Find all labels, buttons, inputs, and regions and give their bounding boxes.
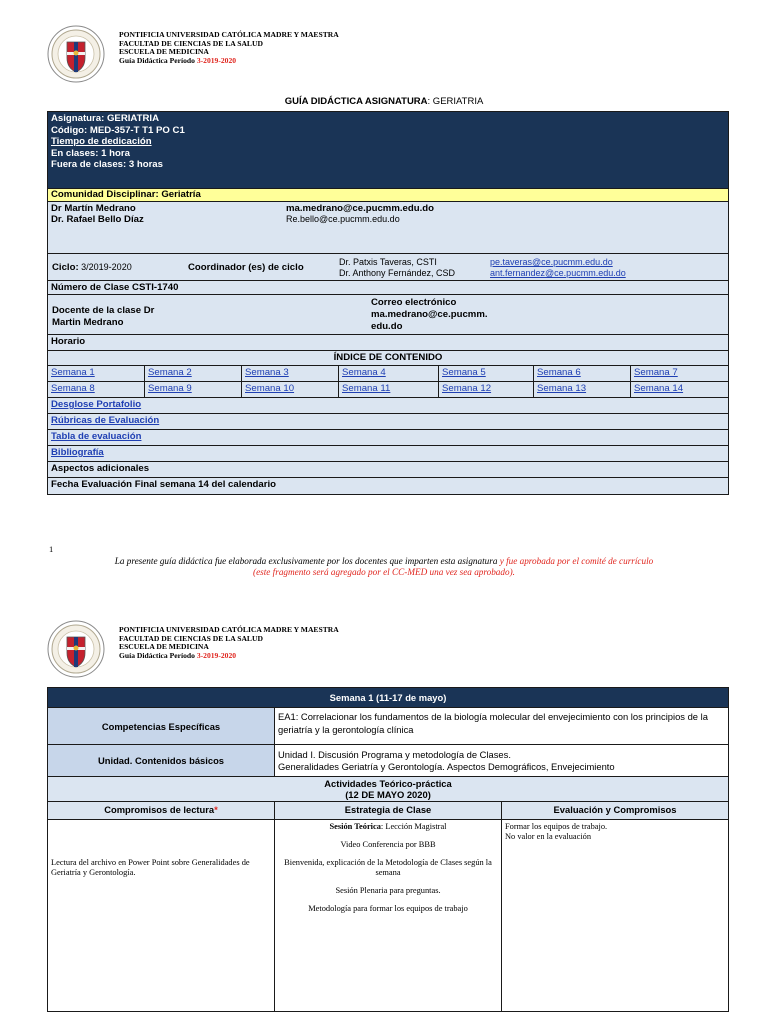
indice-contenido: ÍNDICE DE CONTENIDO (48, 351, 729, 366)
horario: Horario (48, 335, 729, 351)
university-seal-icon (47, 620, 105, 678)
week-link-13-cell (534, 382, 631, 398)
docente (52, 305, 154, 329)
footnote-text-red-1: y fue aprobada por el comité de currículo (497, 556, 654, 566)
asignatura: Asignatura: GERIATRIA (51, 113, 160, 124)
week-link-1-cell (48, 366, 145, 382)
coordinators (339, 257, 455, 279)
estrategia-line-2: Video Conferencia por BBB (340, 840, 436, 849)
professor-1: Dr Martín Medrano (51, 203, 136, 214)
evaluacion-line-2: No valor en la evaluación (505, 832, 592, 841)
coordinator-1-email-link[interactable]: pe.taveras@ce.pucmm.edu.do (490, 257, 613, 267)
header-line-3: ESCUELA DE MEDICINA (119, 47, 209, 57)
compromisos-star: * (214, 804, 218, 815)
tiempo-dedicacion-link[interactable]: Tiempo de dedicación (51, 136, 152, 148)
week-link-10-cell (242, 382, 339, 398)
ciclo-row (48, 254, 729, 281)
col-evaluacion-compromisos: Evaluación y Compromisos (502, 802, 729, 820)
portafolio-row (48, 398, 729, 414)
correo-label: Correo electrónico (371, 297, 457, 308)
professor-1-email: ma.medrano@ce.pucmm.edu.do (286, 203, 434, 214)
rubricas-link[interactable]: Rúbricas de Evaluación (51, 415, 160, 426)
comunidad-disciplinar: Comunidad Disciplinar: Geriatría (48, 189, 729, 202)
week-link-3-cell (242, 366, 339, 382)
week-12-link[interactable]: Semana 12 (442, 383, 492, 394)
ciclo-value: 3/2019-2020 (78, 262, 132, 272)
doc-title-rest: : GERIATRIA (427, 96, 484, 107)
header-text (119, 31, 339, 65)
footnote-text-red-2: (este fragmento será agregado por el CC-MED una vez sea aprobado). (253, 567, 515, 577)
coordinator-2-email-link[interactable]: ant.fernandez@ce.pucmm.edu.do (490, 268, 626, 278)
week-link-9-cell (145, 382, 242, 398)
header-2-line-2: FACULTAD DE CIENCIAS DE LA SALUD (119, 633, 263, 643)
week-2-link[interactable]: Semana 2 (148, 367, 192, 378)
estrategia-cell (275, 820, 502, 1012)
week-9-link[interactable]: Semana 9 (148, 383, 192, 394)
week-link-14-cell (631, 382, 729, 398)
header-line-2: FACULTAD DE CIENCIAS DE LA SALUD (119, 38, 263, 48)
actividades-date: (12 DE MAYO 2020) (345, 789, 431, 800)
estrategia-line-4: Sesión Plenaria para preguntas. (335, 886, 441, 895)
unidad-line-2: Generalidades Geriatría y Gerontología. Aspectos Demográficos, Envejecimiento (278, 760, 615, 772)
aspectos-adicionales: Aspectos adicionales (48, 462, 729, 478)
unidad-text (275, 745, 729, 777)
period-label: Guía Didáctica Período (119, 55, 197, 65)
week-link-2-cell (145, 366, 242, 382)
tabla-row (48, 430, 729, 446)
actividades-header (48, 777, 729, 802)
numero-clase: Número de Clase CSTI-1740 (48, 281, 729, 295)
col-estrategia-clase: Estrategia de Clase (275, 802, 502, 820)
coordinator-emails (490, 257, 626, 279)
week-3-link[interactable]: Semana 3 (245, 367, 289, 378)
evaluacion-line-1: Formar los equipos de trabajo. (505, 822, 608, 831)
week-1-table (47, 687, 729, 1012)
week-11-link[interactable]: Semana 11 (342, 383, 391, 394)
unidad-label: Unidad. Contenidos básicos (48, 745, 275, 777)
docente-line-1: Docente de la clase Dr (52, 305, 155, 316)
competencias-text: EA1: Correlacionar los fundamentos de la biología molecular del envejecimiento con los principios de la geriatría y la gerontología clínica (275, 708, 729, 745)
week-8-link[interactable]: Semana 8 (51, 383, 95, 394)
institution-header (47, 25, 367, 75)
week-10-link[interactable]: Semana 10 (245, 383, 295, 394)
coordinator-1: Dr. Patxis Taveras, CSTI (339, 257, 437, 267)
week-link-11-cell (339, 382, 439, 398)
coordinator-2: Dr. Anthony Fernández, CSD (339, 268, 456, 278)
week-1-link[interactable]: Semana 1 (51, 367, 95, 378)
course-info-table (47, 111, 729, 495)
footnote-number: 1 (49, 544, 54, 554)
professor-2-email: Re.bello@ce.pucmm.edu.do (286, 214, 400, 224)
docente-line-2: Martin Medrano (52, 317, 124, 328)
footnote-text-main: La presente guía didáctica fue elaborada exclusivamente por los docentes que imparten esta asignatura (114, 556, 498, 566)
university-seal-icon (47, 25, 105, 83)
coordinador-label: Coordinador (es) de ciclo (188, 262, 304, 273)
compromisos-label: Compromisos de lectura (104, 804, 215, 815)
period-value: 3-2019-2020 (196, 55, 237, 65)
ciclo (52, 262, 132, 273)
doc-title (0, 96, 768, 107)
competencias-label: Competencias Específicas (48, 708, 275, 745)
sesion-teorica: Sesión Teórica (329, 822, 381, 831)
leccion-magistral: : Lección Magistral (380, 822, 447, 831)
portafolio-link[interactable]: Desglose Portafolio (51, 399, 142, 410)
fecha-evaluacion-final: Fecha Evaluación Final semana 14 del calendario (48, 478, 729, 495)
header-2-line-1: PONTIFICIA UNIVERSIDAD CATÓLICA MADRE Y MAESTRA (119, 625, 339, 634)
header-2-line-3: ESCUELA DE MEDICINA (119, 642, 209, 652)
codigo: Código: MED-357-T T1 PO C1 (51, 124, 185, 136)
period-label-2: Guía Didáctica Período (119, 650, 197, 660)
ciclo-label: Ciclo: (52, 262, 79, 273)
week-7-link[interactable]: Semana 7 (634, 367, 678, 378)
professors-row (48, 202, 729, 254)
actividades-title: Actividades Teórico-práctica (324, 778, 452, 789)
weeks-row-1 (48, 366, 729, 382)
weeks-row-2 (48, 382, 729, 398)
week-link-6-cell (534, 366, 631, 382)
week-link-8-cell (48, 382, 145, 398)
period-value-2: 3-2019-2020 (196, 650, 237, 660)
header-line-1: PONTIFICIA UNIVERSIDAD CATÓLICA MADRE Y MAESTRA (119, 30, 339, 39)
week-14-link[interactable]: Semana 14 (634, 383, 684, 394)
doc-title-bold: GUÍA DIDÁCTICA ASIGNATURA (284, 96, 428, 107)
docente-row (48, 295, 729, 335)
evaluacion-cell (502, 820, 729, 1012)
en-clases: En clases: 1 hora (51, 147, 130, 159)
bibliografia-row (48, 446, 729, 462)
col-compromisos-lectura (48, 802, 275, 820)
header-line-4 (119, 57, 339, 66)
course-summary (48, 112, 729, 189)
bibliografia-link[interactable]: Bibliografía (51, 447, 104, 458)
rubricas-row (48, 414, 729, 430)
estrategia-line-5: Metodología para formar los equipos de trabajo (308, 904, 468, 913)
header-2-line-4 (119, 652, 339, 661)
week-4-link[interactable]: Semana 4 (342, 367, 386, 378)
tabla-evaluacion-link[interactable]: Tabla de evaluación (51, 431, 142, 442)
week-link-12-cell (439, 382, 534, 398)
unidad-line-1: Unidad I. Discusión Programa y metodología de Clases. (278, 748, 511, 760)
header-text-2 (119, 626, 339, 660)
week-13-link[interactable]: Semana 13 (537, 383, 587, 394)
fuera-clases: Fuera de clases: 3 horas (51, 159, 163, 171)
week-link-4-cell (339, 366, 439, 382)
correo-line-2: edu.do (371, 321, 403, 332)
lectura-cell: Lectura del archivo en Power Point sobre Generalidades de Geriatría y Gerontología. (48, 820, 275, 1012)
footnote-text (40, 556, 728, 578)
week-link-5-cell (439, 366, 534, 382)
week-1-title: Semana 1 (11-17 de mayo) (48, 688, 729, 708)
correo-line-1: ma.medrano@ce.pucmm. (371, 309, 488, 320)
estrategia-line-3: Bienvenida, explicación de la Metodología de Clases según la semana (284, 858, 492, 877)
week-5-link[interactable]: Semana 5 (442, 367, 486, 378)
week-6-link[interactable]: Semana 6 (537, 367, 581, 378)
estrategia-line-1 (278, 822, 498, 832)
week-link-7-cell (631, 366, 729, 382)
correo (371, 297, 488, 333)
professor-2: Dr. Rafael Bello Díaz (51, 214, 144, 225)
professor-emails (286, 203, 434, 224)
institution-header-2 (47, 620, 367, 670)
